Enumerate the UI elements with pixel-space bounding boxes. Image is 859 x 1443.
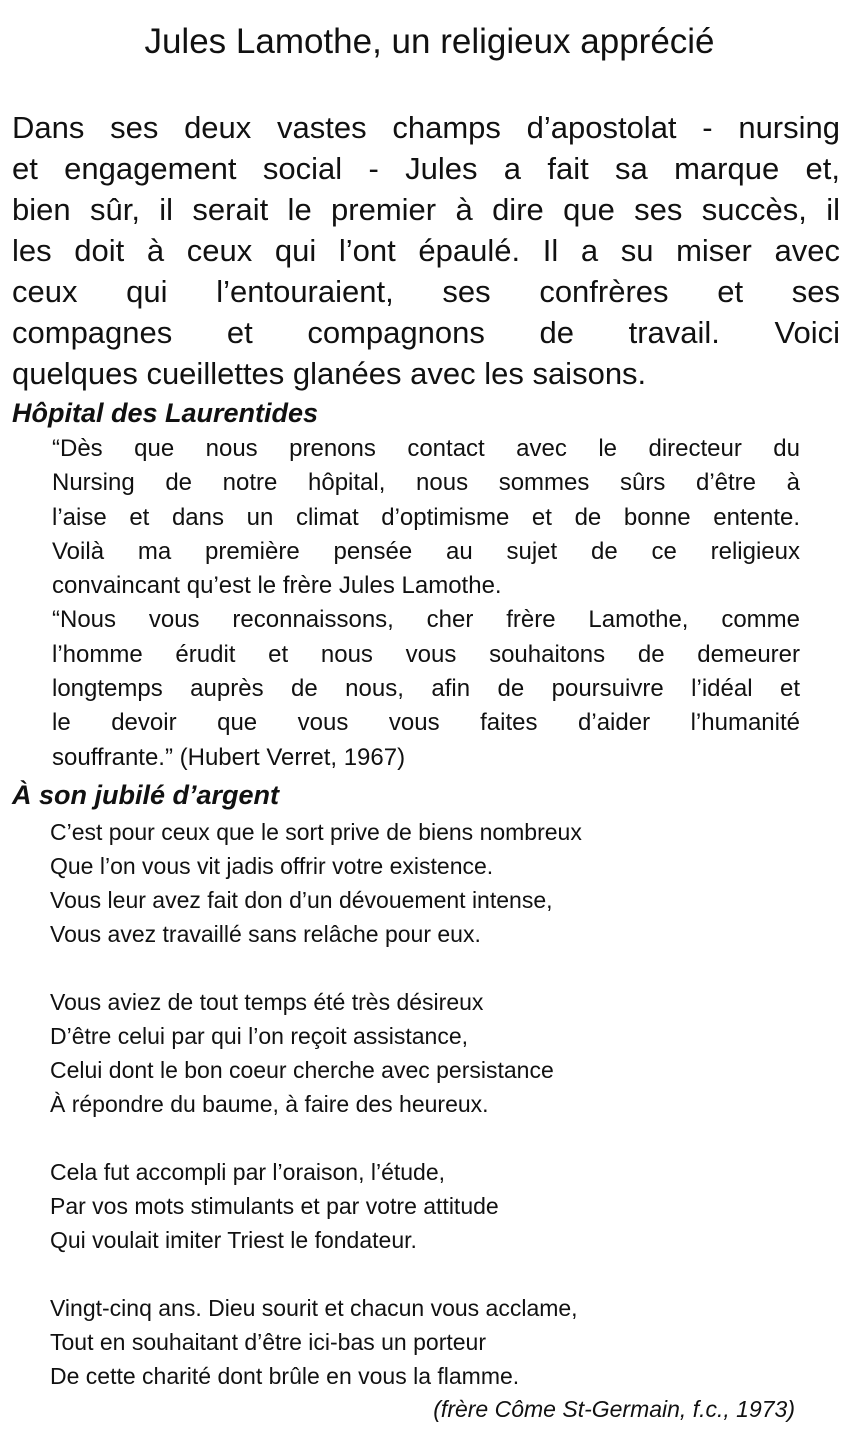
- poem-line: Cela fut accompli par l’oraison, l’étude,: [50, 1159, 446, 1185]
- poem-line: Vous aviez de tout temps été très désireux: [50, 989, 484, 1015]
- intro-line: compagnes et compagnons de travail. Voici: [12, 315, 840, 350]
- poem-line: Tout en souhaitant d’être ici-bas un porteur: [50, 1329, 486, 1355]
- poem-line: D’être celui par qui l’on reçoit assistance,: [50, 1023, 469, 1049]
- poem-line: C’est pour ceux que le sort prive de biens nombreux: [50, 819, 582, 845]
- poem-line: Vous leur avez fait don d’un dévouement intense,: [50, 887, 553, 913]
- quote-line: “Dès que nous prenons contact avec le directeur du: [52, 435, 800, 462]
- poem-line: Que l’on vous vit jadis offrir votre existence.: [50, 853, 494, 879]
- section-heading-jubile: À son jubilé d’argent: [12, 780, 280, 810]
- intro-line: bien sûr, il serait le premier à dire que ses succès, il: [12, 192, 840, 227]
- quote-line: Nursing de notre hôpital, nous sommes sûrs d’être à: [52, 469, 800, 497]
- page-title: Jules Lamothe, un religieux apprécié: [144, 22, 715, 61]
- intro-line: quelques cueillettes glanées avec les saisons.: [12, 356, 647, 391]
- hopital-quote: [52, 432, 800, 775]
- intro-paragraph: [12, 107, 840, 394]
- poem-line: Par vos mots stimulants et par votre attitude: [50, 1193, 499, 1219]
- jubile-poem: [50, 815, 810, 1393]
- quote-line: le devoir que vous vous faites d’aider l’humanité: [52, 709, 800, 737]
- section-heading-hopital: Hôpital des Laurentides: [12, 398, 319, 428]
- quote-line: l’aise et dans un climat d’optimisme et de bonne entente.: [52, 503, 800, 531]
- poem-line: Vous avez travaillé sans relâche pour eux.: [50, 921, 481, 947]
- poem-line: Vingt-cinq ans. Dieu sourit et chacun vous acclame,: [50, 1295, 578, 1321]
- quote-line: longtemps auprès de nous, afin de poursuivre l’idéal et: [52, 675, 800, 703]
- quote-line: “Nous vous reconnaissons, cher frère Lamothe, comme: [52, 606, 800, 634]
- poem-stanza: [50, 815, 810, 951]
- quote-line: Voilà ma première pensée au sujet de ce religieux: [52, 537, 800, 565]
- intro-line: les doit à ceux qui l’ont épaulé. Il a su miser avec: [12, 233, 840, 268]
- intro-line: et engagement social - Jules a fait sa marque et,: [12, 151, 840, 186]
- poem-line: À répondre du baume, à faire des heureux.: [50, 1091, 489, 1117]
- quote-line: l’homme érudit et nous vous souhaitons de demeurer: [52, 640, 800, 668]
- poem-line: De cette charité dont brûle en vous la flamme.: [50, 1363, 520, 1389]
- quote-line: convaincant qu’est le frère Jules Lamothe.: [52, 572, 502, 600]
- poem-line: Celui dont le bon coeur cherche avec persistance: [50, 1057, 554, 1083]
- poem-stanza: [50, 1291, 810, 1393]
- intro-line: Dans ses deux vastes champs d’apostolat - nursing: [12, 110, 840, 145]
- intro-line: ceux qui l’entouraient, ses confrères et ses: [12, 274, 840, 309]
- poem-line: Qui voulait imiter Triest le fondateur.: [50, 1227, 417, 1253]
- poem-signature: (frère Côme St-Germain, f.c., 1973): [433, 1396, 795, 1422]
- poem-stanza: [50, 1155, 810, 1257]
- quote-line: souffrante.” (Hubert Verret, 1967): [52, 743, 406, 771]
- poem-stanza: [50, 985, 810, 1121]
